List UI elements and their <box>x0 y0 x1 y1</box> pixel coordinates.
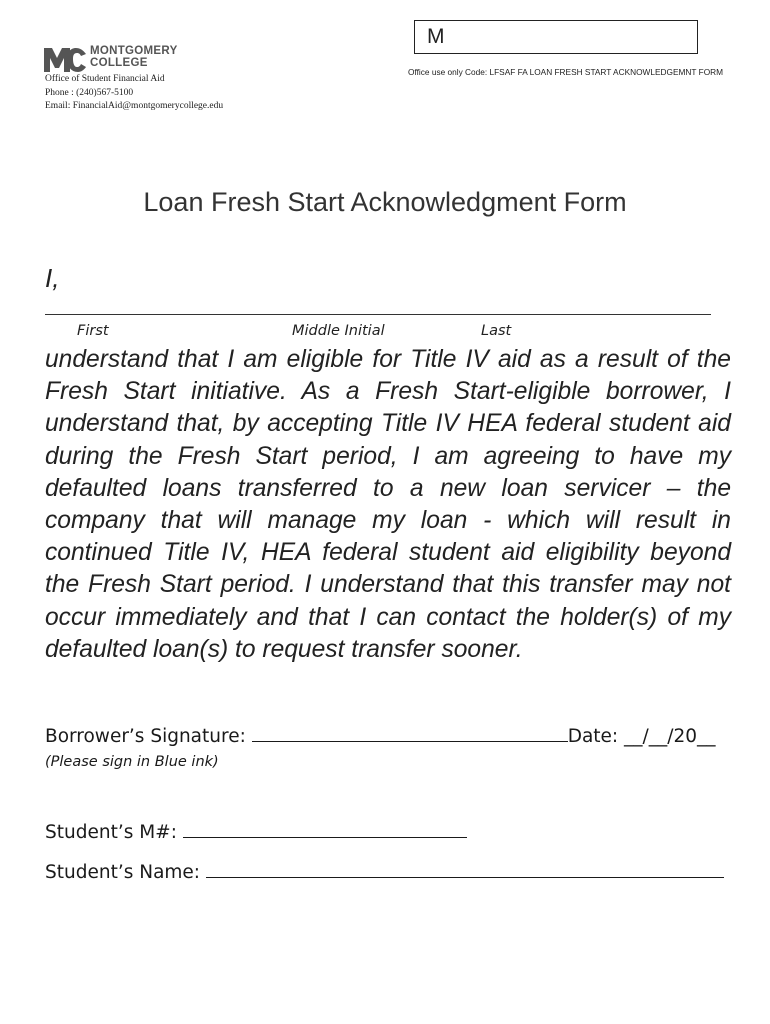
first-name-label: First <box>77 323 109 339</box>
student-name-input-line[interactable] <box>206 861 724 878</box>
date-label: Date: <box>567 726 619 747</box>
m-number-value: M <box>427 25 445 48</box>
signature-row <box>45 725 716 747</box>
i-label: I, <box>45 263 60 293</box>
last-name-label: Last <box>481 323 512 339</box>
date-field[interactable]: __/__/20__ <box>624 726 716 747</box>
student-name-row <box>45 861 724 883</box>
m-number-box[interactable] <box>414 20 698 54</box>
mc-logo-icon <box>44 46 86 72</box>
ink-note: (Please sign in Blue ink) <box>45 754 219 770</box>
logo-wordmark <box>90 45 178 69</box>
office-use-code: Office use only Code: LFSAF FA LOAN FRESH START ACKNOWLEDGEMNT FORM <box>408 67 724 77</box>
student-id-label: Student’s M#: <box>45 822 177 843</box>
logo-line-1: MONTGOMERY <box>90 45 178 57</box>
college-logo <box>44 44 184 74</box>
signature-input-line[interactable] <box>252 725 568 742</box>
office-contact-block <box>45 73 223 114</box>
logo-line-2: COLLEGE <box>90 57 148 69</box>
middle-initial-label: Middle Initial <box>292 323 385 339</box>
acknowledgment-statement: understand that I am eligible for Title IV aid as a result of the Fresh Start initiative. As a Fresh Start-eligible borrower, I understand that, by accepting Title IV HEA federal student aid during the Fresh Start period, I am agreeing to have my defaulted loans transferred to a new loan servicer – the company that will manage my loan - which will result in continued Title IV, HEA federal student aid eligibility beyond the Fresh Start period. I understand that this transfer may not occur immediately and that I can contact the holder(s) of my defaulted loan(s) to request transfer sooner. <box>45 346 731 663</box>
office-name: Office of Student Financial Aid <box>45 74 165 84</box>
student-name-label: Student’s Name: <box>45 862 201 883</box>
student-id-input-line[interactable] <box>183 821 467 838</box>
name-input-line[interactable] <box>45 314 711 315</box>
office-phone: Phone : (240)567-5100 <box>45 87 134 98</box>
signature-label: Borrower’s Signature: <box>45 726 246 747</box>
form-title: Loan Fresh Start Acknowledgment Form <box>143 187 627 217</box>
office-email: Email: FinancialAid@montgomerycollege.edu <box>45 101 224 111</box>
student-id-row <box>45 821 467 843</box>
